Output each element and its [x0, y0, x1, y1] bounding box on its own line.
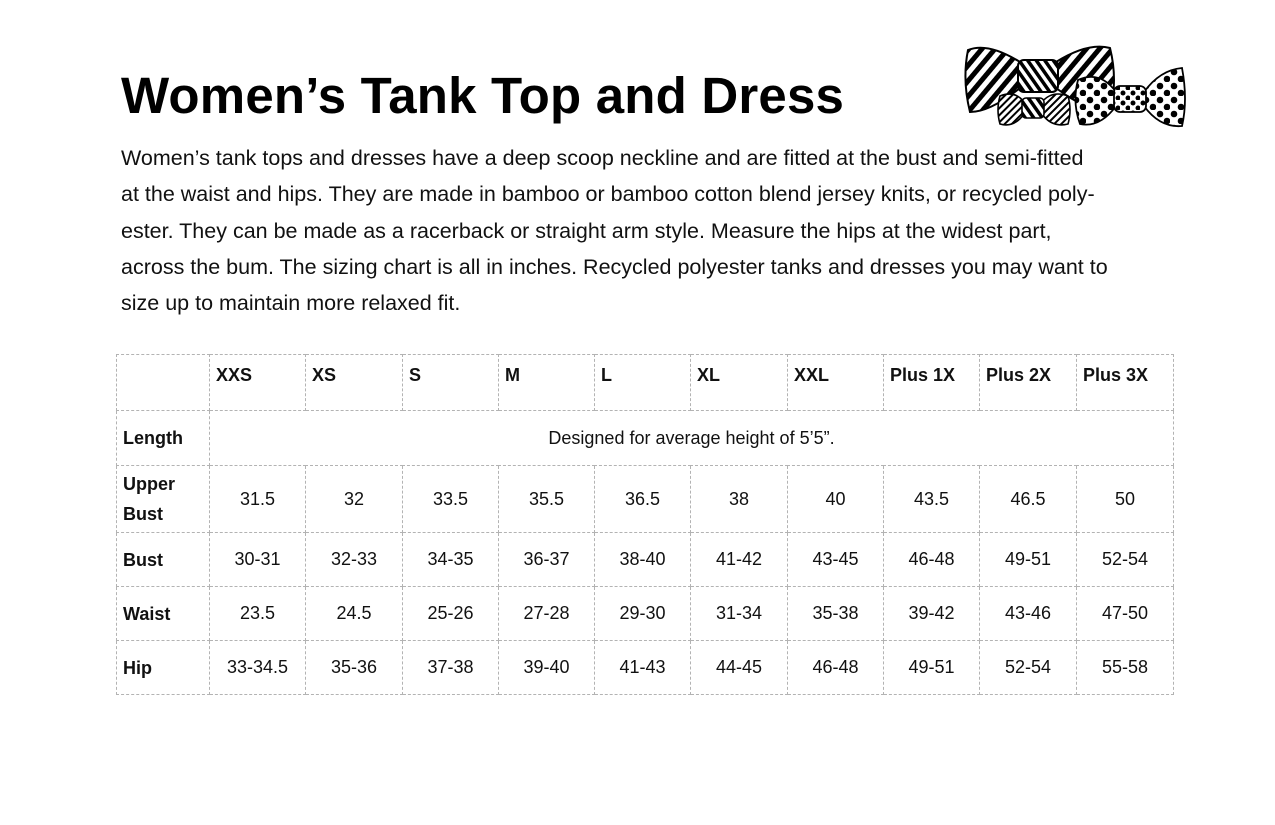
bow-ties-icon [960, 40, 1188, 132]
table-cell: 24.5 [306, 587, 403, 641]
table-row [117, 411, 1174, 466]
size-header: L [595, 355, 691, 411]
corner-cell [117, 355, 210, 411]
table-cell: 31-34 [691, 587, 788, 641]
intro-line: across the bum. The sizing chart is all in inches. Recycled polyester tanks and dresses you may want to [121, 254, 1108, 279]
intro-line: size up to maintain more relaxed fit. [121, 291, 461, 316]
table-cell: 36-37 [499, 533, 595, 587]
table-header-row [117, 355, 1174, 411]
row-label: Hip [117, 641, 210, 695]
table-cell: 38 [691, 466, 788, 533]
size-header: Plus 1X [884, 355, 980, 411]
table-cell: 55-58 [1077, 641, 1174, 695]
table-cell: 25-26 [403, 587, 499, 641]
size-header: M [499, 355, 595, 411]
table-cell: 39-40 [499, 641, 595, 695]
table-cell: 43-45 [788, 533, 884, 587]
row-label: Length [117, 411, 210, 466]
table-cell: 43.5 [884, 466, 980, 533]
table-cell: 52-54 [980, 641, 1077, 695]
page-title: Women’s Tank Top and Dress [121, 67, 845, 124]
table-cell: 35-36 [306, 641, 403, 695]
table-cell: 30-31 [210, 533, 306, 587]
table-cell: 33.5 [403, 466, 499, 533]
table-cell: 37-38 [403, 641, 499, 695]
table-cell: 32 [306, 466, 403, 533]
table-cell: 41-43 [595, 641, 691, 695]
table-cell: 52-54 [1077, 533, 1174, 587]
table-cell: 38-40 [595, 533, 691, 587]
size-header: S [403, 355, 499, 411]
table-cell: 50 [1077, 466, 1174, 533]
size-header: XL [691, 355, 788, 411]
row-label: Waist [117, 587, 210, 641]
size-header: XXS [210, 355, 306, 411]
table-cell: 35-38 [788, 587, 884, 641]
intro-line: ester. They can be made as a racerback or straight arm style. Measure the hips at the widest part, [121, 218, 1052, 243]
table-cell: 44-45 [691, 641, 788, 695]
intro-paragraph [121, 140, 1171, 321]
table-cell: 40 [788, 466, 884, 533]
table-cell: 31.5 [210, 466, 306, 533]
table-row [117, 641, 1174, 695]
table-cell: 39-42 [884, 587, 980, 641]
size-header: XXL [788, 355, 884, 411]
table-cell: 36.5 [595, 466, 691, 533]
table-row [117, 587, 1174, 641]
table-cell: 32-33 [306, 533, 403, 587]
table-cell: 35.5 [499, 466, 595, 533]
size-header: Plus 2X [980, 355, 1077, 411]
table-cell: 46-48 [788, 641, 884, 695]
table-cell: 46.5 [980, 466, 1077, 533]
table-cell: 41-42 [691, 533, 788, 587]
size-header: Plus 3X [1077, 355, 1174, 411]
size-chart-table [116, 354, 1174, 695]
table-cell: 27-28 [499, 587, 595, 641]
table-cell: 33-34.5 [210, 641, 306, 695]
table-cell: 47-50 [1077, 587, 1174, 641]
row-label: Bust [117, 533, 210, 587]
table-cell: 34-35 [403, 533, 499, 587]
table-cell: 46-48 [884, 533, 980, 587]
intro-line: Women’s tank tops and dresses have a deep scoop neckline and are fitted at the bust and semi-fitted [121, 146, 1084, 170]
table-cell: 29-30 [595, 587, 691, 641]
table-row [117, 533, 1174, 587]
table-cell: 49-51 [884, 641, 980, 695]
row-label [117, 466, 210, 533]
table-cell: 49-51 [980, 533, 1077, 587]
length-note: Designed for average height of 5’5”. [210, 411, 1174, 466]
row-label-line: Upper [123, 474, 176, 494]
intro-line: at the waist and hips. They are made in bamboo or bamboo cotton blend jersey knits, or recycled poly- [121, 182, 1095, 207]
table-cell: 43-46 [980, 587, 1077, 641]
row-label-line: Bust [123, 504, 163, 524]
table-cell: 23.5 [210, 587, 306, 641]
size-header: XS [306, 355, 403, 411]
table-row [117, 466, 1174, 533]
